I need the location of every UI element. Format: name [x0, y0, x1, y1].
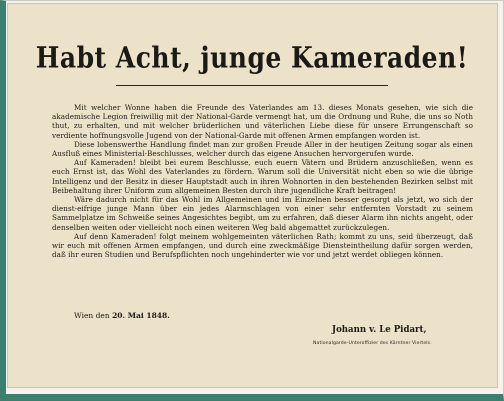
- paragraph-3: Auf Kameraden! bleibt bei eurem Beschlusse, euch euern Vätern und Brüdern anzuschließen, wenn es euch Ernst ist, das Wohl des Vaterlandes zu fördern. Warum soll die Universität nicht eben so wie die übrige Intelligenz und der Besitz in dieser Hauptstadt auch in ihren Wohnorten in den bestehenden Bezirken selbst mit Beibehaltung ihrer Uniform zum allgemeinen Besten durch ihre jugendliche Kraft beitragen!: [52, 158, 473, 195]
- paragraph-1: Mit welcher Wonne haben die Freunde des Vaterlandes am 13. dieses Monats gesehen, wie sich die akademische Legion freiwillig mit der National-Garde vermengt hat, um die Ordnung und Ruhe, die uns so Noth thut, zu erhalten, und mit welcher brüderlichen und väterlichen Liebe diese für unsere Errungenschaft so verdiente hoffnungsvolle Jugend von der National-Garde mit offenen Armen empfangen worden ist.: [52, 103, 473, 140]
- title-divider: [116, 85, 388, 86]
- poster-body: [52, 103, 473, 259]
- poster-title: Habt Acht, junge Kameraden!: [35, 40, 469, 75]
- date-line: [74, 311, 170, 320]
- date-value: 20. Mai 1848.: [112, 311, 170, 320]
- paragraph-5: Auf denn Kameraden! folgt meinem wohlgemeinten väterlichen Rath; kommt zu uns, seid überzeugt, daß wir euch mit offenen Armen empfangen, und durch eine zweckmäßige Diensteintheilung dafür sorgen werden, daß ihr euren Studien und Berufspflichten noch ungehinderter wie vor und jetzt werdet obliegen können.: [52, 231, 473, 260]
- date-prefix: Wien den: [74, 311, 110, 320]
- signature-role: Nationalgarde-Unteroffizier des Kärntner Viertels.: [313, 341, 432, 346]
- signature-name: Johann v. Le Pidart,: [332, 324, 427, 336]
- paragraph-2: Diese lobenswerthe Handlung findet man zur großen Freude Aller in der heutigen Zeitung sogar als einen Ausfluß eines Ministerial-Beschlusses, welcher durch das eigene Ansuchen hervorgerufen wurde.: [52, 139, 473, 159]
- paragraph-4: Wäre dadurch nicht für das Wohl im Allgemeinen und im Einzelnen besser gesorgt als jetzt, wo sich der dienst-eifrige junge Mann über ein jedes Alarmschlagen von einer sehr entfernten Vorstadt zu seinem Sammelplatze im Schweiße seines Angesichtes begibt, um zu erfahren, daß dieser Alarm ihn nichts angeht, oder denselben weiten oder vielleicht noch einen weiteren Weg bald abgemattet zurückzulegen.: [52, 195, 473, 232]
